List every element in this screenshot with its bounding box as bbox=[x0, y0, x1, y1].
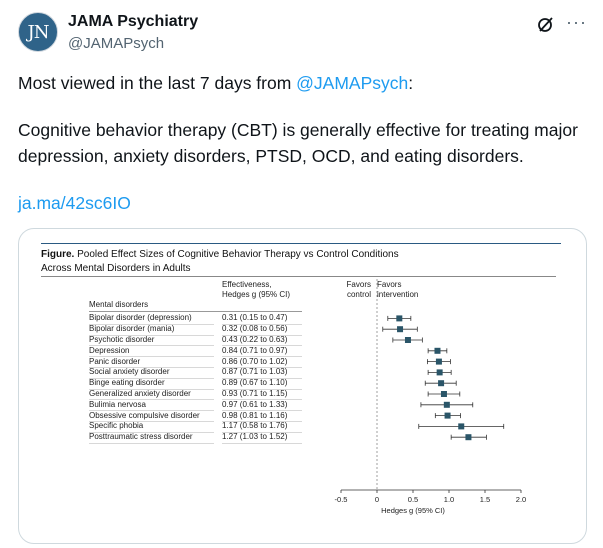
point-estimate-marker bbox=[445, 413, 451, 419]
avatar[interactable]: JN bbox=[18, 12, 58, 52]
intro-text: Most viewed in the last 7 days from bbox=[18, 73, 297, 93]
row-estimate: 0.32 (0.08 to 0.56) bbox=[222, 324, 288, 334]
x-axis-label: Hedges g (95% CI) bbox=[381, 506, 445, 515]
figure-title-bold: Figure. bbox=[41, 249, 75, 260]
row-estimate: 1.17 (0.58 to 1.76) bbox=[222, 421, 288, 431]
row-label: Specific phobia bbox=[89, 421, 144, 431]
tweet-intro-line bbox=[18, 70, 413, 96]
effect-header-line1: Effectiveness, bbox=[222, 280, 272, 289]
x-tick-label: -0.5 bbox=[334, 495, 348, 504]
more-icon[interactable]: ··· bbox=[566, 12, 587, 32]
point-estimate-marker bbox=[465, 434, 471, 440]
x-tick-label: 0.5 bbox=[407, 495, 419, 504]
point-estimate-marker bbox=[444, 402, 450, 408]
favors-intervention-line2: intervention bbox=[377, 290, 419, 299]
forest-plot bbox=[19, 229, 586, 543]
favors-intervention-line1: Favors bbox=[377, 280, 402, 289]
tweet-body: Cognitive behavior therapy (CBT) is generally effective for treating major depression, anxiety disorders, PTSD, OCD, and eating disorders. bbox=[18, 120, 578, 166]
point-estimate-marker bbox=[434, 348, 440, 354]
row-label: Binge eating disorder bbox=[89, 378, 165, 388]
effect-header-line2: Hedges g (95% CI) bbox=[222, 290, 291, 299]
figure-title-line1: Pooled Effect Sizes of Cognitive Behavior Therapy vs Control Conditions bbox=[74, 249, 399, 260]
row-estimate: 0.87 (0.71 to 1.03) bbox=[222, 367, 288, 377]
point-estimate-marker bbox=[405, 337, 411, 343]
x-tick-label: 0 bbox=[374, 495, 380, 504]
row-label: Posttraumatic stress disorder bbox=[89, 432, 193, 442]
row-estimate: 0.89 (0.67 to 1.10) bbox=[222, 378, 288, 388]
intro-suffix: : bbox=[408, 73, 414, 93]
grok-icon[interactable] bbox=[536, 14, 556, 34]
x-tick-label: 1.0 bbox=[443, 495, 455, 504]
row-label: Bipolar disorder (mania) bbox=[89, 324, 175, 334]
figure-title-line2: Across Mental Disorders in Adults bbox=[41, 263, 191, 274]
point-estimate-marker bbox=[396, 315, 402, 321]
row-label: Depression bbox=[89, 345, 130, 355]
point-estimate-marker bbox=[436, 359, 442, 365]
row-estimate: 0.98 (0.81 to 1.16) bbox=[222, 410, 288, 420]
point-estimate-marker bbox=[437, 369, 443, 375]
disorders-column-header: Mental disorders bbox=[89, 300, 149, 309]
favors-control-line1: Favors bbox=[346, 280, 371, 289]
favors-control-line2: control bbox=[346, 290, 371, 299]
mention-link[interactable]: @JAMAPsych bbox=[296, 73, 409, 93]
tweet-link[interactable]: ja.ma/42sc6IO bbox=[18, 193, 131, 213]
row-label: Social anxiety disorder bbox=[89, 367, 170, 377]
point-estimate-marker bbox=[458, 423, 464, 429]
display-name[interactable]: JAMA Psychiatry bbox=[68, 13, 199, 30]
point-estimate-marker bbox=[397, 326, 403, 332]
row-label: Bipolar disorder (depression) bbox=[89, 313, 192, 323]
row-label: Panic disorder bbox=[89, 356, 141, 366]
row-label: Bulimia nervosa bbox=[89, 399, 146, 409]
row-estimate: 0.93 (0.71 to 1.15) bbox=[222, 389, 288, 398]
media-card[interactable] bbox=[18, 228, 587, 544]
row-estimate: 0.86 (0.70 to 1.02) bbox=[222, 356, 288, 366]
row-label: Psychotic disorder bbox=[89, 335, 155, 344]
row-estimate: 0.97 (0.61 to 1.33) bbox=[222, 399, 288, 409]
row-label: Generalized anxiety disorder bbox=[89, 389, 191, 398]
x-tick-label: 1.5 bbox=[479, 495, 491, 504]
x-tick-label: 2.0 bbox=[515, 495, 527, 504]
handle[interactable]: @JAMAPsych bbox=[68, 35, 165, 52]
point-estimate-marker bbox=[441, 391, 447, 397]
row-label: Obsessive compulsive disorder bbox=[89, 410, 200, 420]
row-estimate: 0.84 (0.71 to 0.97) bbox=[222, 345, 288, 355]
point-estimate-marker bbox=[438, 380, 444, 386]
row-estimate: 1.27 (1.03 to 1.52) bbox=[222, 432, 288, 442]
row-estimate: 0.43 (0.22 to 0.63) bbox=[222, 335, 288, 344]
row-estimate: 0.31 (0.15 to 0.47) bbox=[222, 313, 288, 323]
